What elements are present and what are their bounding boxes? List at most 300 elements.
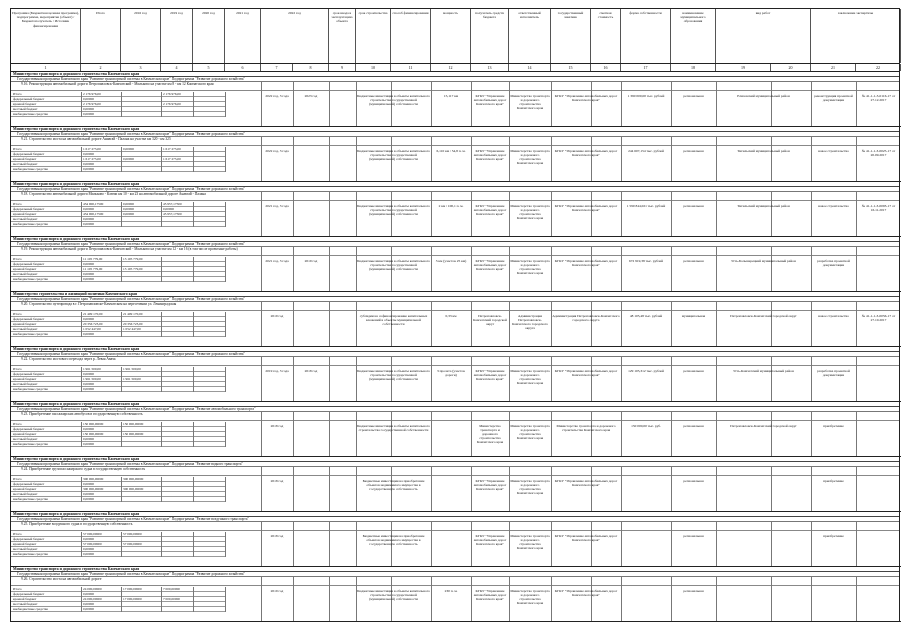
state-customer: КГКУ "Управление автомобильных дорог Камчатского края" <box>554 479 618 488</box>
work-type: реконструкция проектной документации <box>814 94 853 103</box>
expert-conclusion <box>857 259 900 289</box>
expert-conclusion <box>857 369 900 399</box>
funding-source-label: федеральный бюджет <box>13 372 45 376</box>
construction-term <box>294 204 328 234</box>
funding-amount: 1 617 275,00 <box>83 157 101 161</box>
expert-conclusion <box>857 479 900 509</box>
column-divider <box>193 92 194 117</box>
program-band: Государственная программа Камчатского края "Развитие транспортной системы в Камчатском крае" Подпрограмма "Развитие дорожного хозяйства" <box>11 572 899 577</box>
municipal-entity: Петропавловск-Камчатский городской округ <box>730 314 797 318</box>
funding-source-label: федеральный бюджет <box>13 427 45 431</box>
funding-source-label: местный бюджет <box>13 162 38 166</box>
column-divider <box>329 412 330 457</box>
funding-amount: 24 000,00000 <box>83 597 102 601</box>
header-cell: 2019 год <box>161 9 193 63</box>
header-cell: сметная стоимость <box>591 9 621 63</box>
expert-conclusion <box>857 424 900 454</box>
estimated-cost: 48 105,48 тыс. рублей <box>629 314 663 318</box>
funding-source-label: федеральный бюджет <box>13 592 45 596</box>
column-divider <box>121 257 122 282</box>
funding-amount: 0,00000 <box>83 107 95 111</box>
funding-amount: 11 105 779,00 <box>83 257 103 261</box>
funding-source-label: федеральный бюджет <box>13 152 45 156</box>
financing-method: Бюджетные инвестиции в объекты капитального строительства государственной собственности <box>357 424 430 433</box>
column-divider <box>329 467 330 512</box>
column-divider <box>193 477 194 502</box>
header-cell: Итого <box>81 9 121 63</box>
funding-source-label: внебюджетные средства <box>13 277 48 281</box>
column-number: 16 <box>591 64 621 71</box>
commission-period: 2021 год, 3 года <box>265 259 289 263</box>
estimated-cost <box>622 534 670 564</box>
funding-amount: 0,00000 <box>83 332 95 336</box>
object-title: 9.19. Реконструкция автомобильной дороги Петропавловск-Камчатский - Мильково на участке км 12 - км 16 (в том числе проектные работы) <box>11 247 899 256</box>
funding-amount: 434 900,17500 <box>83 202 104 206</box>
financing-method: Бюджетные инвестиции в объекты капитального строительства государственной (муниципальной) собственности <box>357 589 430 602</box>
program-band: Государственная программа Камчатского края "Развитие транспортной системы в Камчатском крае" Подпрограмма "Развитие воздушного транспорта" <box>11 517 899 522</box>
funding-source-label: краевой бюджет <box>13 322 37 326</box>
state-customer: КГКУ "Управление автомобильных дорог Камчатского края" <box>554 259 618 268</box>
column-number: 22 <box>856 64 901 71</box>
estimated-cost <box>622 589 670 619</box>
header-cell: 2020 год <box>193 9 225 63</box>
expert-conclusion: № 41-1-1-3-0093-17 от 16.11.2017 <box>861 204 896 213</box>
project-section <box>10 567 900 622</box>
funding-amount: 0,00000 <box>83 167 95 171</box>
work-type: разработка проектной документации <box>817 369 850 378</box>
construction-term <box>294 534 328 564</box>
program-band: Государственная программа Камчатского края "Развитие транспортной системы в Камчатском крае" Подпрограмма "Развитие дорожного хозяйства" <box>11 132 899 137</box>
funding-source-label: федеральный бюджет <box>13 537 45 541</box>
estimated-cost <box>622 479 670 509</box>
budget-recipient: Министерство транспорта и дорожного строительства Камчатского края <box>476 424 504 445</box>
work-type: приобретение <box>823 479 844 483</box>
column-number: 2 <box>81 64 121 71</box>
funding-amount: 21 409 170,00 <box>123 312 143 316</box>
column-divider <box>81 92 82 117</box>
funding-source-label: местный бюджет <box>13 327 38 331</box>
column-divider <box>329 522 330 567</box>
funding-source-label: Итого <box>13 367 22 371</box>
header-cell: 2022 год <box>261 9 329 63</box>
funding-source-label: федеральный бюджет <box>13 317 45 321</box>
header-cell: мощность <box>431 9 471 63</box>
municipal-entity: Тигильский муниципальный район <box>737 204 790 208</box>
funding-source-label: краевой бюджет <box>13 157 37 161</box>
column-number: 14 <box>509 64 551 71</box>
funding-source-label: Итого <box>13 147 22 151</box>
column-divider <box>329 302 330 347</box>
financing-method: Бюджетные инвестиции в объекты капитального строительства государственной (муниципальной) собственности <box>357 259 430 272</box>
estimated-cost: 244 607,154 тыс. рублей <box>628 149 664 153</box>
project-section <box>10 347 900 402</box>
work-type: новое строительство <box>818 149 849 153</box>
funding-amount: 0,00000 <box>83 262 95 266</box>
funding-source-label: краевой бюджет <box>13 432 37 436</box>
funding-source-label: внебюджетные средства <box>13 167 48 171</box>
funding-amount: 1 961 500,00 <box>83 377 101 381</box>
funding-amount: 0,00000 <box>83 437 95 441</box>
funding-amount: 1 052 447,00 <box>83 327 101 331</box>
funding-amount: 7 000,00000 <box>163 597 180 601</box>
column-number: 11 <box>391 64 431 71</box>
project-section <box>10 402 900 457</box>
funding-source-label: внебюджетные средства <box>13 607 48 611</box>
funding-amount: 0,00000 <box>83 492 95 496</box>
ministry-band: Министерство строительства и жилищной политики Камчатского края <box>11 292 899 297</box>
column-divider <box>329 577 330 622</box>
state-customer: Администрация Петропавловск-Камчатского городского округа <box>552 314 620 323</box>
municipal-entity <box>717 589 810 619</box>
funding-source-label: федеральный бюджет <box>13 207 45 211</box>
program-band: Государственная программа Камчатского края "Развитие транспортной системы в Камчатском крае" Подпрограмма "Развитие дорожного хозяйства" <box>11 242 899 247</box>
funding-amount: 45 957,17500 <box>163 202 182 206</box>
funding-source-label: краевой бюджет <box>13 542 37 546</box>
construction-term: 2019 год <box>304 259 318 263</box>
construction-term <box>294 149 328 179</box>
funding-amount: 0,00000 <box>123 147 135 151</box>
column-divider <box>121 202 122 227</box>
column-divider <box>121 312 122 337</box>
responsible-executor: Министерство транспорта и дорожного строительства Камчатского края <box>510 589 550 606</box>
funding-amount: 0,00000 <box>83 162 95 166</box>
funding-amount: 0,00000 <box>83 382 95 386</box>
program-band: Государственная программа Камчатского края "Развитие транспортной системы в Камчатском крае" Подпрограмма "Развитие дорожного хозяйства" <box>11 352 899 357</box>
commission-period: 2022 год, 3 года <box>265 149 289 153</box>
funding-amount: 1 617 275,00 <box>163 147 181 151</box>
column-divider <box>121 532 122 557</box>
ministry-band: Министерство транспорта и дорожного строительства Камчатского края <box>11 402 899 407</box>
funding-amount: 1 961 500,00 <box>123 377 141 381</box>
funding-source-label: местный бюджет <box>13 492 38 496</box>
column-number: 7 <box>261 64 293 71</box>
column-divider <box>161 257 162 282</box>
funding-amount: 0,00000 <box>123 212 135 216</box>
ministry-band: Министерство транспорта и дорожного строительства Камчатского края <box>11 457 899 462</box>
object-title: 9.18. Строительство автомобильной дороги Мильково - Ключи км 10 - км 23 на автомобильной дороге Анавгай - Палана <box>11 192 899 201</box>
funding-source-label: краевой бюджет <box>13 377 37 381</box>
header-cell: способ финансирования <box>391 9 431 63</box>
column-divider <box>225 312 226 337</box>
funding-amount: 0,00000 <box>83 592 95 596</box>
responsible-executor: Министерство транспорта и дорожного строительства Камчатского края <box>510 424 550 441</box>
expert-conclusion: № 41-1-1-3-0056-17 от 27.10.2017 <box>861 314 896 323</box>
column-number: 9 <box>329 64 356 71</box>
header-cell: вид работ <box>716 9 811 63</box>
funding-amount: 1 052 447,00 <box>123 327 141 331</box>
expert-conclusion: № 41-1-1-3-0116-17 от 27.12.2017 <box>861 94 896 103</box>
column-divider <box>81 312 82 337</box>
budget-recipient: КГКУ "Управление автомобильных дорог Камчатского края" <box>473 534 507 547</box>
column-divider <box>193 202 194 227</box>
funding-source-label: федеральный бюджет <box>13 482 45 486</box>
header-cell: 2016 год <box>121 9 161 63</box>
column-divider <box>121 92 122 117</box>
ownership-form: региональная <box>683 259 704 263</box>
commission-period: 2021 год, 3 года <box>265 204 289 208</box>
column-divider <box>225 532 226 557</box>
funding-source-label: краевой бюджет <box>13 487 37 491</box>
column-divider <box>81 422 82 447</box>
ownership-form: региональная <box>683 204 704 208</box>
funding-amount: 21 409 170,00 <box>83 312 103 316</box>
funding-amount: 0,00000 <box>83 372 95 376</box>
funding-amount: 0,00000 <box>83 552 95 556</box>
column-number: 20 <box>771 64 811 71</box>
program-band: Государственная программа Камчатского края "Развитие транспортной системы в Камчатском крае" Подпрограмма "Развитие водного транспорта" <box>11 462 899 467</box>
column-divider <box>161 202 162 227</box>
ownership-form: региональная <box>683 479 704 483</box>
funding-source-label: краевой бюджет <box>13 102 37 106</box>
column-divider <box>225 367 226 392</box>
funding-source-label: местный бюджет <box>13 382 38 386</box>
column-divider <box>329 357 330 402</box>
document-page <box>10 8 900 636</box>
funding-amount: 0,00000 <box>163 207 175 211</box>
funding-amount: 57 000,00000 <box>123 532 142 536</box>
estimated-cost: 672 919,38 тыс. рублей <box>628 259 664 263</box>
responsible-executor: Министерство транспорта и дорожного строительства Камчатского края <box>510 149 550 166</box>
ownership-form: региональная <box>683 589 704 593</box>
expert-conclusion <box>857 534 900 564</box>
funding-source-label: местный бюджет <box>13 272 38 276</box>
state-customer: КГКУ "Управление автомобильных дорог Камчатского края" <box>554 94 618 103</box>
capacity: 3 пролета (участок дороги) <box>437 369 465 378</box>
column-divider <box>225 587 226 612</box>
capacity <box>432 479 470 509</box>
ministry-band: Министерство транспорта и дорожного строительства Камчатского края <box>11 237 899 242</box>
column-divider <box>81 587 82 612</box>
column-divider <box>193 367 194 392</box>
commission-period: 2022 год, 3 года <box>265 94 289 98</box>
funding-amount: 57 000,00000 <box>83 542 102 546</box>
column-divider <box>81 367 82 392</box>
table-header <box>10 8 900 64</box>
header-cell: срок ввода в эксплуатацию объекта <box>329 9 356 63</box>
funding-amount: 300 000,00000 <box>83 487 104 491</box>
funding-amount: 57 000,00000 <box>123 542 142 546</box>
funding-amount: 2 176 976,00 <box>163 92 181 96</box>
budget-recipient: КГКУ "Управление автомобильных дорог Камчатского края" <box>473 369 507 382</box>
program-band: Государственная программа Камчатского края "Развитие транспортной системы в Камчатском крае" Подпрограмма "Развитие автомобильного транспорта" <box>11 407 899 412</box>
column-number: 5 <box>193 64 225 71</box>
responsible-executor: Министерство транспорта и дорожного строительства Камчатского края <box>510 204 550 221</box>
funding-source-label: местный бюджет <box>13 602 38 606</box>
state-customer: КГКУ "Управление автомобильных дорог Камчатского края" <box>554 534 618 543</box>
header-cell: форма собственности <box>621 9 671 63</box>
funding-amount: 300 000,00000 <box>123 487 144 491</box>
column-divider <box>81 202 82 227</box>
responsible-executor: Министерство транспорта и дорожного строительства Камчатского края <box>510 479 550 496</box>
column-number: 15 <box>551 64 591 71</box>
funding-source-label: федеральный бюджет <box>13 97 45 101</box>
project-section <box>10 237 900 292</box>
object-title: 9.23. Приобретение пассажирских автобусов в государственную собственность <box>11 412 899 421</box>
capacity <box>432 424 470 454</box>
state-customer: КГКУ "Управление автомобильных дорог Камчатского края" <box>554 204 618 213</box>
object-title: 9.20. Строительство путепровода в г. Петропавловске-Камчатском на пересечении ул. Ленинградская <box>11 302 899 311</box>
column-divider <box>121 477 122 502</box>
column-divider <box>81 147 82 172</box>
financing-method: Бюджетные инвестиции на приобретение объектов недвижимого имущества в государственную собственность <box>362 534 425 547</box>
estimated-cost: 1 590 844,021 тыс. рублей <box>626 204 666 208</box>
funding-source-label: Итого <box>13 92 22 96</box>
funding-amount: 20 356 723,00 <box>83 322 103 326</box>
funding-amount: 13 105 779,00 <box>123 267 143 271</box>
column-number: 3 <box>121 64 161 71</box>
construction-term <box>294 479 328 509</box>
funding-source-label: Итого <box>13 202 22 206</box>
budget-recipient: КГКУ "Управление автомобильных дорог Камчатского края" <box>473 589 507 602</box>
funding-amount: 1 617 275,00 <box>163 157 181 161</box>
project-section <box>10 127 900 182</box>
financing-method: Бюджетные инвестиции в объекты капитального строительства государственной (муниципальной) собственности <box>357 94 430 107</box>
funding-source-label: Итого <box>13 587 22 591</box>
funding-amount: 0,00000 <box>83 482 95 486</box>
program-band: Государственная программа Камчатского края "Развитие транспортной системы в Камчатском крае" Подпрограмма "Развитие дорожного хозяйства" <box>11 77 899 82</box>
funding-source-label: внебюджетные средства <box>13 552 48 556</box>
capacity: 230 п. м. <box>444 589 458 593</box>
state-customer: КГКУ "Управление автомобильных дорог Камчатского края" <box>554 589 618 598</box>
commission-period: 2019 год <box>270 314 284 318</box>
funding-source-label: местный бюджет <box>13 547 38 551</box>
column-divider <box>193 587 194 612</box>
column-divider <box>81 532 82 557</box>
funding-amount: 7 000,00000 <box>163 587 180 591</box>
expert-conclusion <box>857 589 900 619</box>
ministry-band: Министерство транспорта и дорожного строительства Камчатского края <box>11 567 899 572</box>
column-numbers-row <box>10 64 900 72</box>
object-title: 9.21. Строительство моста на автомобильной дороге Анавгай - Палана на участке км 320 - км 325 <box>11 137 899 146</box>
funding-source-label: Итого <box>13 422 22 426</box>
municipal-entity: Петропавловск-Камчатский городской округ <box>730 424 797 428</box>
funding-amount: 0,00000 <box>83 277 95 281</box>
capacity: 15,117 км <box>443 94 459 98</box>
budget-recipient: КГКУ "Управление автомобильных дорог Камчатского края" <box>473 479 507 492</box>
ownership-form: региональная <box>683 424 704 428</box>
column-number: 12 <box>431 64 471 71</box>
funding-amount: 0,00000 <box>83 547 95 551</box>
funding-amount: 1 617 275,00 <box>83 147 101 151</box>
funding-source-label: местный бюджет <box>13 437 38 441</box>
municipal-entity <box>717 479 810 509</box>
column-divider <box>225 257 226 282</box>
column-divider <box>329 82 330 127</box>
funding-amount: 0,00000 <box>83 272 95 276</box>
responsible-executor: Министерство транспорта и дорожного строительства Камчатского края <box>510 534 550 551</box>
construction-term <box>294 314 328 344</box>
ministry-band: Министерство транспорта и дорожного строительства Камчатского края <box>11 127 899 132</box>
project-section <box>10 457 900 512</box>
column-divider <box>193 257 194 282</box>
capacity: 3 км (участок 25 км) <box>435 259 467 263</box>
program-band: Государственная программа Камчатского края "Развитие транспортной системы в Камчатском крае" Подпрограмма "Развитие дорожного хозяйства" <box>11 297 899 302</box>
funding-amount: 0,00000 <box>123 207 135 211</box>
financing-method: Бюджетные инвестиции в объекты капитального строительства государственной (муниципальной) собственности <box>357 369 430 382</box>
column-divider <box>329 247 330 292</box>
ownership-form: муниципальная <box>681 314 706 318</box>
capacity <box>432 534 470 564</box>
funding-amount: 13 105 779,00 <box>123 257 143 261</box>
object-title: 9.25. Приобретение воздушного судна в государственную собственность <box>11 522 899 531</box>
column-divider <box>161 147 162 172</box>
object-title: 9.22. Строительство мостового перехода через р. Левая Авача <box>11 357 899 366</box>
funding-amount: 2 176 976,00 <box>163 102 181 106</box>
funding-amount: 0,00000 <box>83 222 95 226</box>
capacity: 0,33 км <box>445 314 457 318</box>
expert-conclusion: № 41-1-1-3-0025-17 от 20.09.2017 <box>861 149 896 158</box>
column-divider <box>81 257 82 282</box>
funding-source-label: федеральный бюджет <box>13 262 45 266</box>
ownership-form: региональная <box>683 534 704 538</box>
estimated-cost: 129 105,312 тыс. рублей <box>628 369 664 373</box>
header-cell: государственный заказчик <box>551 9 591 63</box>
state-customer: Министерство транспорта и дорожного строительства Камчатского края <box>556 424 616 433</box>
commission-period: 2019 год, 3 года <box>265 369 289 373</box>
section-divider <box>11 621 901 622</box>
funding-amount: 17 000,00000 <box>123 597 142 601</box>
header-cell: заключение экспертизы <box>811 9 901 63</box>
column-divider <box>329 137 330 182</box>
header-cell: срок строительства <box>356 9 391 63</box>
construction-term <box>294 424 328 454</box>
funding-amount: 150 000,00000 <box>123 422 144 426</box>
responsible-executor: Министерство транспорта и дорожного строительства Камчатского края <box>510 259 550 276</box>
commission-period: 2019 год <box>270 589 284 593</box>
column-divider <box>161 422 162 447</box>
column-divider <box>225 422 226 447</box>
column-divider <box>161 532 162 557</box>
budget-recipient: КГКУ "Управление автомобильных дорог Камчатского края" <box>473 149 507 162</box>
municipal-entity <box>717 534 810 564</box>
funding-amount: 0,00000 <box>83 217 95 221</box>
budget-recipient: КГКУ "Управление автомобильных дорог Камчатского края" <box>473 204 507 217</box>
ministry-band: Министерство транспорта и дорожного строительства Камчатского края <box>11 72 899 77</box>
funding-amount: 11 105 779,00 <box>83 267 103 271</box>
column-divider <box>161 367 162 392</box>
funding-amount: 434 900,17500 <box>83 212 104 216</box>
ministry-band: Министерство транспорта и дорожного строительства Камчатского края <box>11 182 899 187</box>
funding-amount: 0,00000 <box>83 607 95 611</box>
column-number: 19 <box>716 64 771 71</box>
funding-amount: 24 000,00000 <box>83 587 102 591</box>
ownership-form: региональная <box>683 149 704 153</box>
column-divider <box>121 367 122 392</box>
construction-term: 2023 год <box>304 94 318 98</box>
funding-amount: 0,00000 <box>83 97 95 101</box>
column-divider <box>121 422 122 447</box>
column-number: 18 <box>671 64 716 71</box>
work-type: разработка проектной документации <box>817 259 850 268</box>
state-customer: КГКУ "Управление автомобильных дорог Камчатского края" <box>554 369 618 378</box>
funding-source-label: краевой бюджет <box>13 597 37 601</box>
column-number: 8 <box>293 64 329 71</box>
funding-amount: 2 176 976,00 <box>83 102 101 106</box>
ministry-band: Министерство транспорта и дорожного строительства Камчатского края <box>11 347 899 352</box>
funding-amount: 150 000,00000 <box>83 422 104 426</box>
municipal-entity: Тигильский муниципальный район <box>737 149 790 153</box>
commission-period: 2018 год <box>270 424 284 428</box>
funding-amount: 150 000,00000 <box>123 432 144 436</box>
header-cell: Программа (Бюджетная целевая программа), подпрограмма, мероприятие (объект) / Бюджетополучатель / Источник финансирования <box>11 9 81 63</box>
municipal-entity: Усть-Большерецкий муниципальный район <box>731 259 796 263</box>
funding-source-label: внебюджетные средства <box>13 442 48 446</box>
column-number: 17 <box>621 64 671 71</box>
funding-amount: 0,00000 <box>83 207 95 211</box>
object-title: 9.24. Приобретение грузопассажирского судна в государственную собственность <box>11 467 899 476</box>
funding-amount: 17 000,00000 <box>123 587 142 591</box>
column-divider <box>161 477 162 502</box>
